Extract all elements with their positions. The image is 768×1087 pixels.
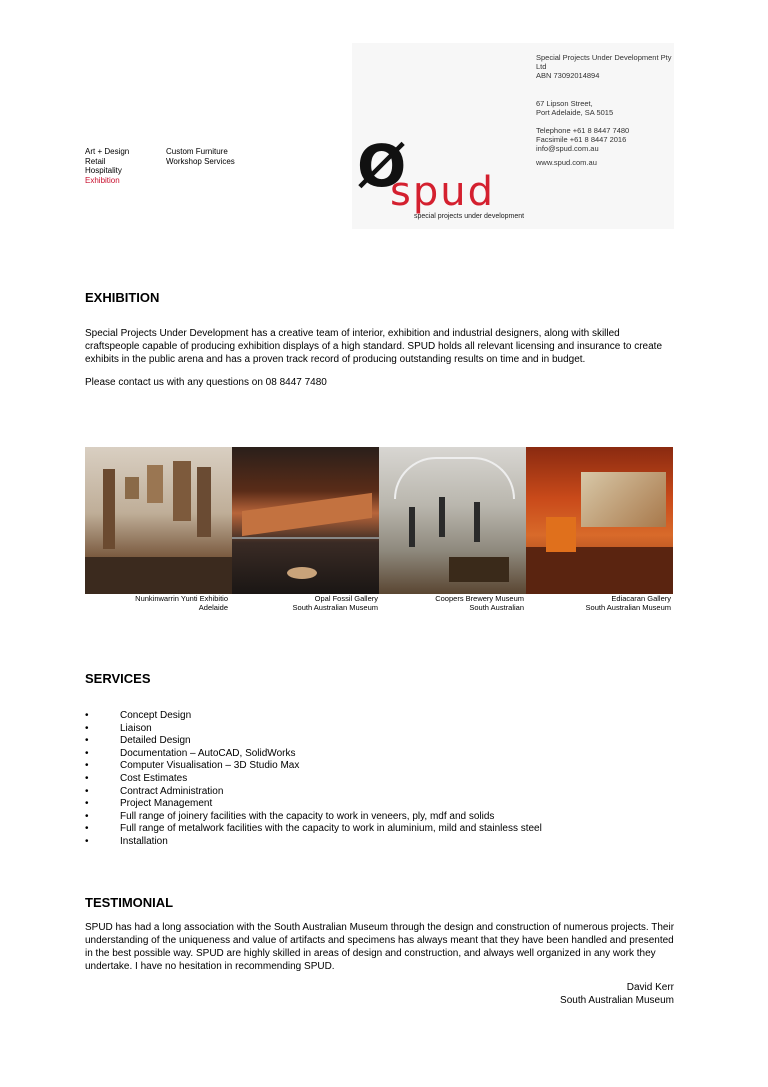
caption-title: Nunkinwarrin Yunti Exhibitio xyxy=(135,594,228,603)
category-item[interactable]: Workshop Services xyxy=(166,156,235,166)
exhibition-contact-line: Please contact us with any questions on 08 8447 7480 xyxy=(85,377,327,388)
logo-text: spud xyxy=(390,169,495,215)
bullet-icon: • xyxy=(85,798,89,810)
service-label: Liaison xyxy=(120,722,152,734)
service-label: Computer Visualisation – 3D Studio Max xyxy=(120,760,300,772)
gallery-photo-ediacaran[interactable] xyxy=(526,447,673,594)
category-item[interactable]: Custom Furniture xyxy=(166,147,228,156)
company-abn: ABN 73092014894 xyxy=(536,71,600,81)
service-item xyxy=(85,760,542,773)
facsimile: Facsimile +61 8 8447 2016 xyxy=(536,135,627,145)
caption-location: South Australian Museum xyxy=(585,603,671,612)
gallery-caption xyxy=(85,594,228,612)
service-item xyxy=(85,798,542,811)
service-label: Project Management xyxy=(120,798,213,810)
service-item xyxy=(85,735,542,748)
service-item xyxy=(85,748,542,761)
logo-tagline: special projects under development xyxy=(414,213,525,220)
service-item xyxy=(85,723,542,736)
service-item xyxy=(85,836,542,849)
bullet-icon: • xyxy=(85,760,89,772)
caption-title: Coopers Brewery Museum xyxy=(435,594,524,603)
service-label: Full range of metalwork facilities with the capacity to work in aluminium, mild and stainless steel xyxy=(120,823,542,835)
caption-location: South Australian Museum xyxy=(292,603,378,612)
caption-title: Ediacaran Gallery xyxy=(611,594,671,603)
bullet-icon: • xyxy=(85,785,89,797)
exhibition-paragraph: Special Projects Under Development has a creative team of interior, exhibition and industrial designers, along with skilled craftspeople capable of producing exhibition displays of a high standard. SPUD holds all relevant licensing and insurance to create exhibits in the public arena and has a proven track record of producing outstanding results on time and in budget. xyxy=(85,328,663,365)
service-item xyxy=(85,773,542,786)
service-label: Detailed Design xyxy=(120,735,191,747)
caption-title: Opal Fossil Gallery xyxy=(314,594,378,603)
bullet-icon: • xyxy=(85,747,89,759)
gallery-photo-opal-fossil[interactable] xyxy=(232,447,379,594)
company-letterhead xyxy=(352,43,674,229)
service-label: Full range of joinery facilities with the capacity to work in veneers, ply, mdf and solids xyxy=(120,810,495,822)
exhibition-heading: EXHIBITION xyxy=(85,290,160,305)
bullet-icon: • xyxy=(85,835,89,847)
gallery-caption xyxy=(379,594,524,612)
service-label: Documentation – AutoCAD, SolidWorks xyxy=(120,747,296,759)
service-item xyxy=(85,710,542,723)
bullet-icon: • xyxy=(85,810,89,822)
category-item[interactable]: Hospitality xyxy=(85,166,122,175)
address-line: 67 Lipson Street, xyxy=(536,98,593,108)
category-item-active[interactable]: Exhibition xyxy=(85,175,120,185)
gallery-photo-coopers-brewery[interactable] xyxy=(379,447,526,594)
address-line: Port Adelaide, SA 5015 xyxy=(536,107,614,117)
telephone: Telephone +61 8 8447 7480 xyxy=(536,126,630,136)
service-item xyxy=(85,811,542,824)
gallery-caption xyxy=(232,594,378,612)
email-link[interactable]: info@spud.com.au xyxy=(536,144,599,154)
company-legal-name: Special Projects Under Development Pty Ltd xyxy=(536,53,672,72)
testimonial-author: David Kerr xyxy=(626,982,674,993)
service-item xyxy=(85,786,542,799)
service-label: Concept Design xyxy=(120,710,192,721)
caption-location: South Australian xyxy=(469,603,524,612)
company-contact xyxy=(536,53,674,167)
category-list-primary xyxy=(85,147,129,185)
bullet-icon: • xyxy=(85,772,89,784)
testimonial-signature xyxy=(450,981,674,1007)
gallery-photo-nunkinwarrin[interactable] xyxy=(85,447,232,594)
services-list xyxy=(85,710,542,849)
exhibition-gallery xyxy=(85,447,673,594)
category-item[interactable]: Retail xyxy=(85,156,106,166)
website-link[interactable]: www.spud.com.au xyxy=(536,157,597,167)
bullet-icon: • xyxy=(85,710,89,721)
bullet-icon: • xyxy=(85,823,89,835)
testimonial-organisation: South Australian Museum xyxy=(560,995,674,1006)
testimonial-text: SPUD has had a long association with the South Australian Museum through the design and construction of numerous projects. Their understanding of the uniqueness and value of artifacts and specimens has always meant that they have been handled and presented in the best possible way. SPUD are highly skilled in areas of design and construction, and always well organized in any work they undertake. I have no hesitation in recommending SPUD. xyxy=(85,922,675,972)
gallery-caption xyxy=(526,594,671,612)
category-item[interactable]: Art + Design xyxy=(85,147,130,156)
service-label: Cost Estimates xyxy=(120,772,188,784)
caption-location: Adelaide xyxy=(198,603,228,612)
service-label: Installation xyxy=(120,835,168,847)
logo-symbol: Ø xyxy=(357,132,407,200)
bullet-icon: • xyxy=(85,735,89,747)
testimonial-heading: TESTIMONIAL xyxy=(85,895,174,910)
service-label: Contract Administration xyxy=(120,785,224,797)
service-item xyxy=(85,823,542,836)
bullet-icon: • xyxy=(85,722,89,734)
category-list-secondary xyxy=(166,147,235,166)
services-heading: SERVICES xyxy=(85,671,151,686)
